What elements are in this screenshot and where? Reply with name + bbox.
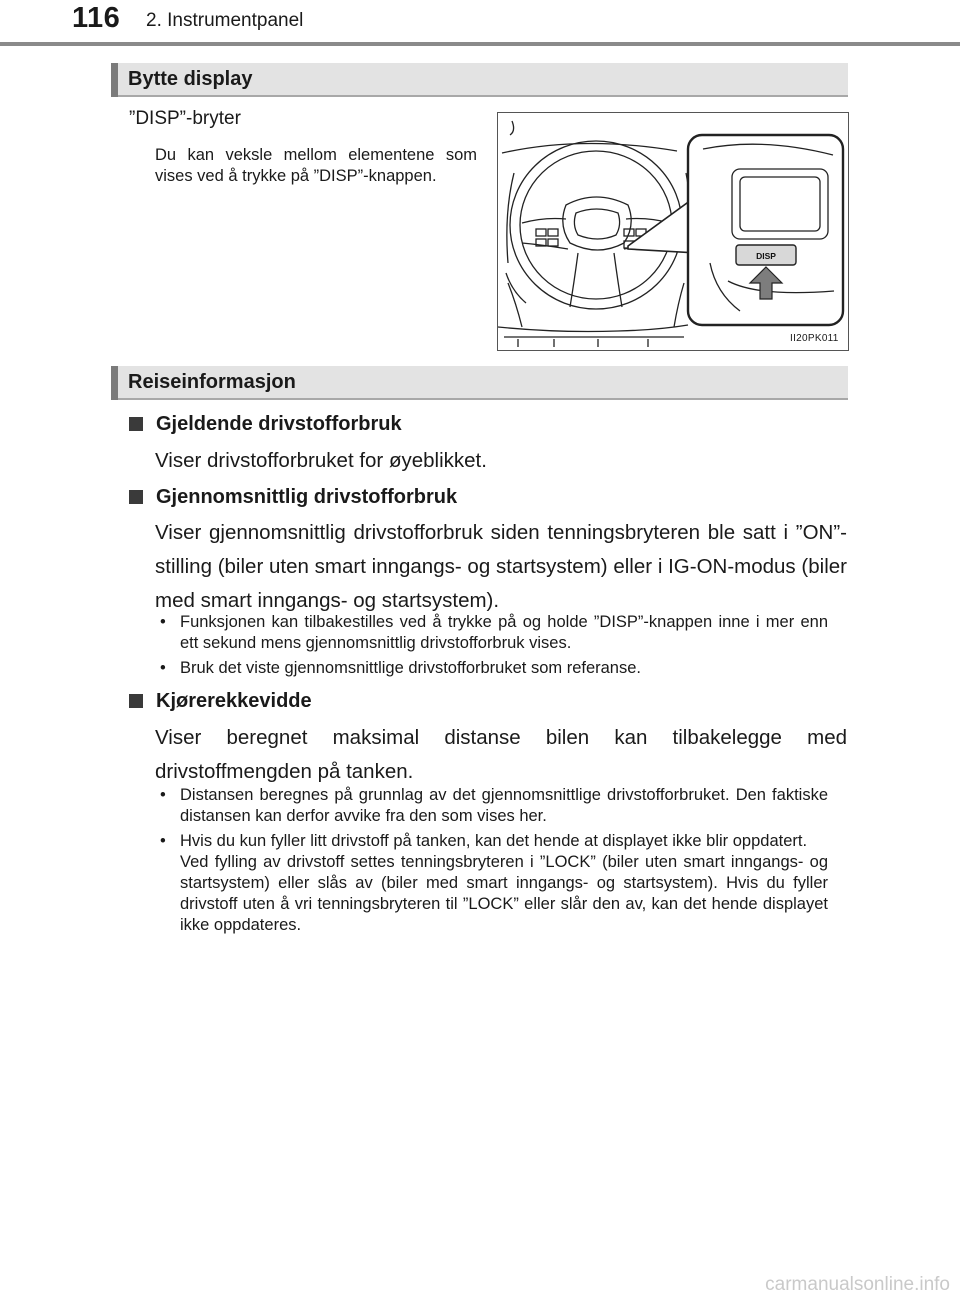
note-bullet: • Bruk det viste gjennomsnittlige drivstofforbruket som referanse. xyxy=(160,658,828,679)
note-bullet: • Distansen beregnes på grunnlag av det gjennomsnittlige drivstofforbruket. Den faktiske distansen kan derfor avvike fra den som vises her. xyxy=(160,785,828,827)
section-accent xyxy=(111,63,118,97)
note-text: • Hvis du kun fyller litt drivstoff på tanken, kan det hende at displayet ikke blir oppdatert. xyxy=(180,832,808,850)
item-title: Kjørerekkevidde xyxy=(156,689,312,712)
note-bullet-with-continuation xyxy=(160,831,828,936)
note-bullet: • Funksjonen kan tilbakestilles ved å trykke på og holde ”DISP”-knappen inne i mer enn ett sekund mens gjennomsnittlig drivstofforbruk vises. xyxy=(160,612,828,654)
item-description: Viser gjennomsnittlig drivstofforbruk siden tenningsbryteren ble satt i ”ON”-stilling (biler uten smart inngangs- og startsystem) eller i IG-ON-modus (biler med smart inngangs- og startsystem). xyxy=(155,521,847,612)
section-header-reiseinformasjon xyxy=(111,366,848,400)
item-average-consumption xyxy=(129,483,849,511)
disp-button-label: DISP xyxy=(756,251,776,261)
item-notes xyxy=(160,612,828,679)
item-title: Gjeldende drivstofforbruk xyxy=(156,412,402,435)
section-title: Bytte display xyxy=(128,68,253,90)
note-continuation: Ved fylling av drivstoff settes tenningsbryteren i ”LOCK” (biler uten smart inngangs- og startsystem) eller slås av (biler med smart inngangs- og startsystem). Hvis du fyller drivstoff uten å vri tenningsbryteren til ”LOCK” eller slår den av, kan det hende displayet ikke oppdateres. xyxy=(180,853,828,934)
steering-wheel-drawing xyxy=(498,113,848,350)
item-title: Gjennomsnittlig drivstofforbruk xyxy=(156,485,458,508)
section-accent xyxy=(111,366,118,400)
square-bullet-icon xyxy=(129,490,143,504)
watermark: carmanualsonline.info xyxy=(765,1274,950,1295)
section-title: Reiseinformasjon xyxy=(128,371,296,393)
item-description: Viser beregnet maksimal distanse bilen kan tilbakelegge med drivstoffmengden på tanken. xyxy=(155,726,847,783)
square-bullet-icon xyxy=(129,694,143,708)
disp-switch-heading: ”DISP”-bryter xyxy=(129,108,241,129)
page-number: 116 xyxy=(72,2,121,34)
item-current-consumption xyxy=(129,410,849,438)
item-driving-range xyxy=(129,687,849,715)
square-bullet-icon xyxy=(129,417,143,431)
steering-wheel-illustration xyxy=(497,112,849,351)
section-header-bytte-display xyxy=(111,63,848,97)
figure-code: II20PK011 xyxy=(790,333,839,344)
disp-switch-description: Du kan veksle mellom elementene som vises ved å trykke på ”DISP”-knappen. xyxy=(155,146,477,185)
item-notes xyxy=(160,785,828,936)
chapter-title: 2. Instrumentpanel xyxy=(146,10,304,31)
item-description: Viser drivstofforbruket for øyeblikket. xyxy=(155,449,487,472)
header-divider xyxy=(0,42,960,46)
